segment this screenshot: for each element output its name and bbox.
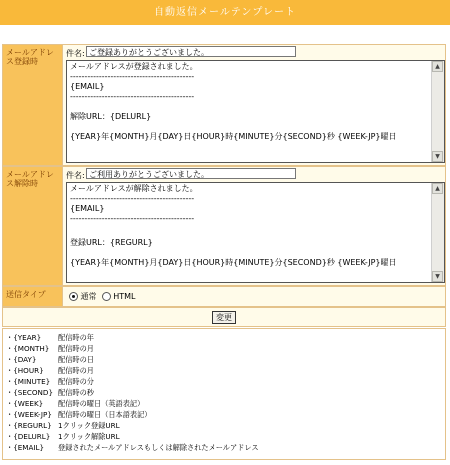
- help-item: [6, 388, 94, 398]
- register-template-panel: [2, 44, 446, 166]
- unregister-body-textarea[interactable]: [66, 182, 445, 283]
- scroll-down-icon[interactable]: ▼: [432, 271, 443, 282]
- help-item: [6, 344, 94, 354]
- unregister-template-panel: [2, 166, 446, 286]
- help-item: [6, 333, 94, 343]
- unregister-scrollbar[interactable]: [431, 183, 444, 282]
- textarea-line: {EMAIL}: [70, 204, 105, 213]
- textarea-line: メールアドレスが登録されました。: [70, 62, 198, 71]
- register-scrollbar[interactable]: [431, 61, 444, 162]
- help-key: ・{EMAIL}: [6, 443, 45, 452]
- send-type-panel: [2, 286, 446, 307]
- register-row: [3, 45, 445, 165]
- help-desc: 配信時の分: [58, 377, 94, 386]
- textarea-line: -------------------------------------------: [70, 72, 195, 81]
- help-desc: 1クリック登録URL: [58, 421, 120, 430]
- help-item: [6, 432, 120, 442]
- send-type-html-label[interactable]: HTML: [113, 292, 136, 301]
- textarea-line: -------------------------------------------: [70, 92, 195, 101]
- textarea-line: -------------------------------------------: [70, 194, 195, 203]
- help-key: ・{YEAR}: [6, 333, 42, 342]
- textarea-line: 解除URL：{DELURL}: [70, 112, 152, 121]
- help-key: ・{HOUR}: [6, 366, 44, 375]
- send-type-options: [62, 287, 445, 306]
- scroll-up-icon[interactable]: ▲: [432, 183, 443, 194]
- unregister-subject-input[interactable]: ご利用ありがとうございました。: [86, 168, 296, 179]
- unregister-row: [3, 167, 445, 285]
- submit-button[interactable]: 変更: [212, 311, 236, 324]
- unregister-content: [62, 167, 445, 285]
- send-type-html-radio[interactable]: [102, 292, 111, 301]
- placeholder-help-list: [2, 328, 446, 460]
- send-type-label: 送信タイプ: [3, 287, 62, 306]
- help-item: [6, 410, 151, 420]
- help-desc: 登録されたメールアドレスもしくは解除されたメールアドレス: [58, 443, 259, 452]
- help-desc: 配信時の曜日（英語表記）: [58, 399, 145, 408]
- help-item: [6, 355, 94, 365]
- help-desc: 1クリック解除URL: [58, 432, 120, 441]
- unregister-label: メールアドレス解除時: [3, 167, 62, 285]
- help-desc: 配信時の月: [58, 366, 94, 375]
- help-key: ・{MINUTE}: [6, 377, 51, 386]
- send-type-normal-radio[interactable]: [69, 292, 78, 301]
- help-key: ・{DELURL}: [6, 432, 51, 441]
- help-key: ・{WEEK}: [6, 399, 44, 408]
- register-subject-input[interactable]: ご登録ありがとうございました。: [86, 46, 296, 57]
- help-item: [6, 443, 259, 453]
- help-desc: 配信時の日: [58, 355, 94, 364]
- help-key: ・{MONTH}: [6, 344, 50, 353]
- help-key: ・{WEEK-JP}: [6, 410, 52, 419]
- help-desc: 配信時の月: [58, 344, 94, 353]
- help-key: ・{REGURL}: [6, 421, 52, 430]
- unregister-subject-label: 件名:: [66, 171, 85, 180]
- textarea-line: {YEAR}年{MONTH}月{DAY}日{HOUR}時{MINUTE}分{SECOND}秒 {WEEK-JP}曜日: [70, 258, 397, 267]
- textarea-line: {YEAR}年{MONTH}月{DAY}日{HOUR}時{MINUTE}分{SECOND}秒 {WEEK-JP}曜日: [70, 132, 397, 141]
- help-item: [6, 421, 120, 431]
- help-key: ・{SECOND}: [6, 388, 54, 397]
- page-title-bar: [0, 0, 450, 25]
- send-type-row: [3, 287, 445, 306]
- scroll-down-icon[interactable]: ▼: [432, 151, 443, 162]
- help-item: [6, 399, 144, 409]
- textarea-line: -------------------------------------------: [70, 214, 195, 223]
- page-title: 自動返信メールテンプレート: [154, 7, 296, 18]
- scroll-up-icon[interactable]: ▲: [432, 61, 443, 72]
- help-key: ・{DAY}: [6, 355, 37, 364]
- submit-row: [2, 307, 446, 327]
- register-content: [62, 45, 445, 165]
- register-label: メールアドレス登録時: [3, 45, 62, 165]
- textarea-line: 登録URL：{REGURL}: [70, 238, 153, 247]
- textarea-line: {EMAIL}: [70, 82, 105, 91]
- register-body-textarea[interactable]: [66, 60, 445, 163]
- help-desc: 配信時の秒: [58, 388, 94, 397]
- help-desc: 配信時の年: [58, 333, 94, 342]
- help-desc: 配信時の曜日（日本語表記）: [58, 410, 152, 419]
- help-item: [6, 366, 94, 376]
- register-subject-label: 件名:: [66, 49, 85, 58]
- help-item: [6, 377, 94, 387]
- textarea-line: メールアドレスが解除されました。: [70, 184, 198, 193]
- send-type-normal-label[interactable]: 通常: [80, 292, 97, 301]
